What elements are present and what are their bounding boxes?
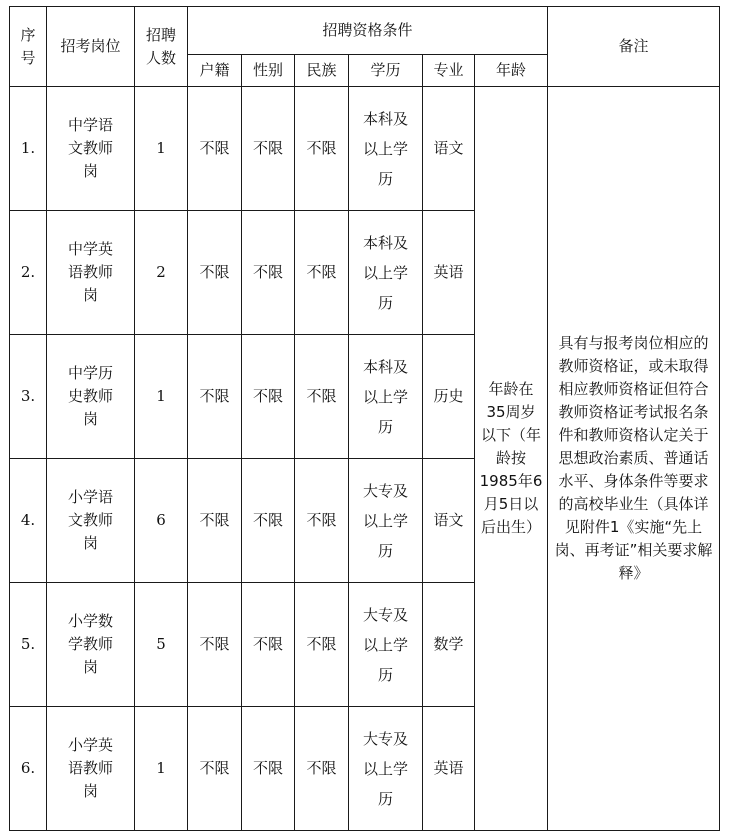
cell-ethnicity: 不限 [295,87,349,211]
cell-ethnicity: 不限 [295,335,349,459]
cell-major: 历史 [423,335,475,459]
cell-ethnicity: 不限 [295,459,349,583]
cell-gender: 不限 [242,707,295,831]
header-ethnicity: 民族 [295,55,349,87]
cell-major: 语文 [423,87,475,211]
cell-seq: 6. [10,707,47,831]
cell-position: 小学语文教师岗 [47,459,135,583]
header-age: 年龄 [475,55,548,87]
cell-remarks: 具有与报考岗位相应的教师资格证，或未取得相应教师资格证但符合教师资格证考试报名条件和教师资格认定关于思想政治素质、普通话水平、身体条件等要求的高校毕业生（具体详见附件1《实施“先上岗、再考证”相关要求解释》 [548,87,720,831]
cell-education: 本科及以上学历 [349,87,423,211]
cell-education: 本科及以上学历 [349,211,423,335]
cell-count: 1 [135,87,188,211]
cell-seq: 2. [10,211,47,335]
header-seq: 序号 [10,7,47,87]
cell-seq: 1. [10,87,47,211]
cell-ethnicity: 不限 [295,211,349,335]
cell-hukou: 不限 [188,707,242,831]
table-row [10,87,720,211]
cell-position: 中学英语教师岗 [47,211,135,335]
recruitment-table [9,6,720,831]
cell-seq: 3. [10,335,47,459]
header-count: 招聘人数 [135,7,188,87]
cell-count: 1 [135,707,188,831]
cell-education: 本科及以上学历 [349,335,423,459]
cell-ethnicity: 不限 [295,707,349,831]
cell-seq: 4. [10,459,47,583]
cell-gender: 不限 [242,87,295,211]
cell-gender: 不限 [242,335,295,459]
cell-hukou: 不限 [188,211,242,335]
cell-ethnicity: 不限 [295,583,349,707]
header-conditions: 招聘资格条件 [188,7,548,55]
cell-position: 中学语文教师岗 [47,87,135,211]
cell-hukou: 不限 [188,459,242,583]
cell-hukou: 不限 [188,87,242,211]
cell-hukou: 不限 [188,335,242,459]
header-remarks: 备注 [548,7,720,87]
cell-education: 大专及以上学历 [349,707,423,831]
cell-major: 英语 [423,211,475,335]
cell-education: 大专及以上学历 [349,583,423,707]
cell-major: 英语 [423,707,475,831]
cell-age-requirement: 年龄在35周岁以下（年龄按1985年6月5日以后出生） [475,87,548,831]
cell-gender: 不限 [242,459,295,583]
header-major: 专业 [423,55,475,87]
cell-count: 2 [135,211,188,335]
cell-hukou: 不限 [188,583,242,707]
cell-gender: 不限 [242,583,295,707]
cell-count: 1 [135,335,188,459]
cell-count: 6 [135,459,188,583]
cell-position: 小学数学教师岗 [47,583,135,707]
header-position: 招考岗位 [47,7,135,87]
cell-major: 数学 [423,583,475,707]
cell-position: 小学英语教师岗 [47,707,135,831]
header-hukou: 户籍 [188,55,242,87]
cell-education: 大专及以上学历 [349,459,423,583]
header-gender: 性别 [242,55,295,87]
cell-position: 中学历史教师岗 [47,335,135,459]
header-education: 学历 [349,55,423,87]
cell-count: 5 [135,583,188,707]
cell-major: 语文 [423,459,475,583]
cell-gender: 不限 [242,211,295,335]
cell-seq: 5. [10,583,47,707]
